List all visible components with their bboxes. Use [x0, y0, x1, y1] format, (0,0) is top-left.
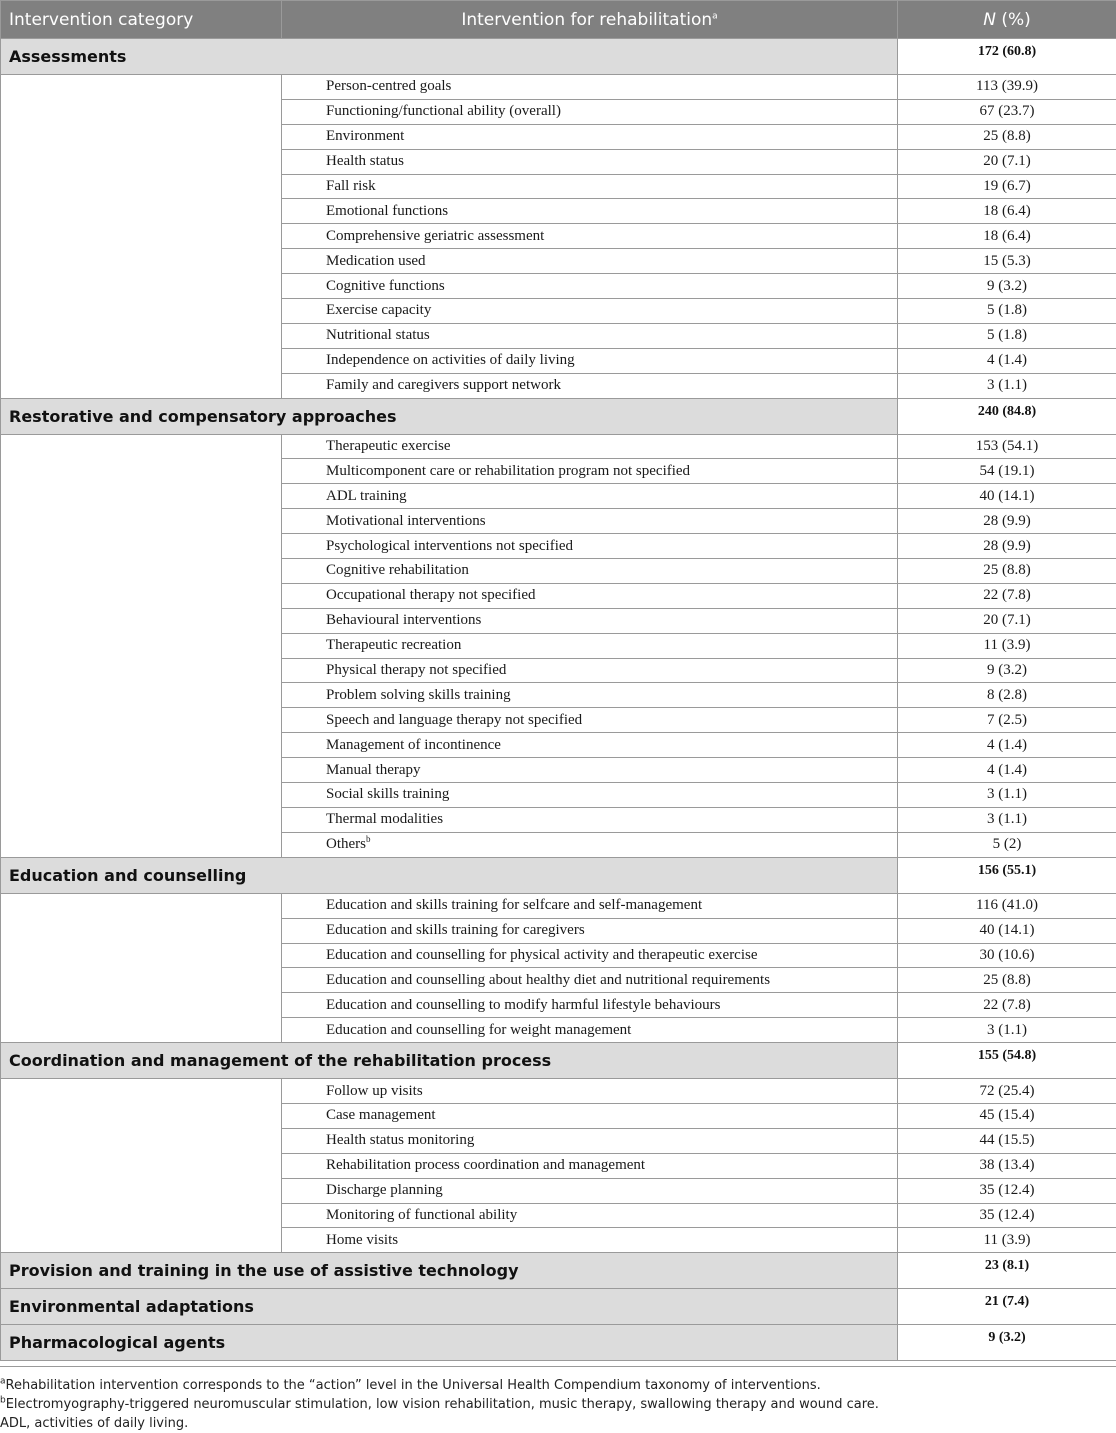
table-row — [1, 75, 1116, 100]
intervention-name — [282, 783, 898, 808]
intervention-label: Therapeutic exercise — [326, 438, 451, 454]
intervention-label: Independence on activities of daily living — [326, 352, 575, 368]
intervention-count: 3 (1.1) — [898, 373, 1116, 398]
category-spacer-cell — [1, 75, 282, 399]
header-n-label: N — [983, 10, 996, 30]
intervention-label: ADL training — [326, 488, 407, 504]
intervention-name — [282, 1153, 898, 1178]
intervention-count: 153 (54.1) — [898, 434, 1116, 459]
intervention-count: 9 (3.2) — [898, 658, 1116, 683]
intervention-label: Thermal modalities — [326, 811, 443, 827]
category-total: 9 (3.2) — [898, 1325, 1116, 1361]
category-name: Coordination and management of the rehabilitation process — [1, 1043, 898, 1079]
category-row — [1, 1253, 1116, 1289]
header-intervention-for-rehabilitation — [282, 1, 898, 39]
intervention-label: Management of incontinence — [326, 737, 501, 753]
intervention-label: Health status monitoring — [326, 1132, 474, 1148]
intervention-label: Education and skills training for selfcare and self-management — [326, 897, 702, 913]
intervention-count: 22 (7.8) — [898, 583, 1116, 608]
intervention-name — [282, 658, 898, 683]
intervention-label: Functioning/functional ability (overall) — [326, 103, 561, 119]
header-col2-text: Intervention for rehabilitation — [461, 10, 712, 30]
intervention-count: 72 (25.4) — [898, 1079, 1116, 1104]
intervention-name — [282, 832, 898, 857]
intervention-name — [282, 149, 898, 174]
footnote — [0, 1414, 1116, 1433]
intervention-name — [282, 708, 898, 733]
header-intervention-category: Intervention category — [1, 1, 282, 39]
footnote-superscript: a — [0, 1377, 6, 1387]
intervention-count: 35 (12.4) — [898, 1178, 1116, 1203]
intervention-count: 11 (3.9) — [898, 633, 1116, 658]
intervention-name — [282, 534, 898, 559]
intervention-name — [282, 633, 898, 658]
intervention-label: Psychological interventions not specified — [326, 538, 573, 554]
footnotes — [0, 1366, 1116, 1433]
category-name: Restorative and compensatory approaches — [1, 398, 898, 434]
intervention-label: Exercise capacity — [326, 302, 431, 318]
intervention-name — [282, 993, 898, 1018]
footnote-text: ADL, activities of daily living. — [0, 1416, 188, 1431]
intervention-count: 40 (14.1) — [898, 484, 1116, 509]
intervention-count: 7 (2.5) — [898, 708, 1116, 733]
intervention-name — [282, 124, 898, 149]
category-spacer-cell — [1, 1079, 282, 1253]
intervention-label: Rehabilitation process coordination and management — [326, 1157, 645, 1173]
category-name: Education and counselling — [1, 857, 898, 893]
table-body — [1, 39, 1116, 1361]
intervention-label: Nutritional status — [326, 327, 430, 343]
footnote-superscript: b — [0, 1396, 6, 1406]
intervention-name — [282, 299, 898, 324]
header-col2-superscript: a — [712, 11, 718, 21]
intervention-count: 18 (6.4) — [898, 224, 1116, 249]
intervention-label: Speech and language therapy not specified — [326, 712, 582, 728]
intervention-count: 3 (1.1) — [898, 1018, 1116, 1043]
intervention-count: 5 (1.8) — [898, 323, 1116, 348]
intervention-name — [282, 274, 898, 299]
intervention-label: Cognitive rehabilitation — [326, 562, 469, 578]
intervention-count: 113 (39.9) — [898, 75, 1116, 100]
category-total: 155 (54.8) — [898, 1043, 1116, 1079]
intervention-count: 5 (1.8) — [898, 299, 1116, 324]
footnote-text: Electromyography-triggered neuromuscular stimulation, low vision rehabilitation, music therapy, swallowing therapy and wound care. — [6, 1397, 879, 1412]
intervention-label: Education and counselling for weight management — [326, 1022, 631, 1038]
intervention-count: 11 (3.9) — [898, 1228, 1116, 1253]
intervention-label: Case management — [326, 1107, 436, 1123]
table-row — [1, 893, 1116, 918]
intervention-label: Education and counselling about healthy diet and nutritional requirements — [326, 972, 770, 988]
intervention-label: Occupational therapy not specified — [326, 587, 536, 603]
category-row — [1, 1325, 1116, 1361]
intervention-count: 19 (6.7) — [898, 174, 1116, 199]
intervention-count: 15 (5.3) — [898, 249, 1116, 274]
footnote — [0, 1395, 1116, 1414]
intervention-count: 9 (3.2) — [898, 274, 1116, 299]
intervention-count: 20 (7.1) — [898, 149, 1116, 174]
intervention-label: Person-centred goals — [326, 78, 451, 94]
intervention-count: 8 (2.8) — [898, 683, 1116, 708]
intervention-name — [282, 1228, 898, 1253]
intervention-name — [282, 249, 898, 274]
intervention-name — [282, 583, 898, 608]
intervention-label: Family and caregivers support network — [326, 377, 561, 393]
intervention-name — [282, 1203, 898, 1228]
intervention-label: Physical therapy not specified — [326, 662, 506, 678]
category-name: Environmental adaptations — [1, 1289, 898, 1325]
intervention-name — [282, 943, 898, 968]
header-percent-label: (%) — [996, 10, 1031, 30]
intervention-count: 25 (8.8) — [898, 124, 1116, 149]
intervention-label: Health status — [326, 153, 404, 169]
intervention-count: 4 (1.4) — [898, 348, 1116, 373]
header-n-percent — [898, 1, 1116, 39]
footnote-text: Rehabilitation intervention corresponds to the “action” level in the Universal Health Compendium taxonomy of interventions. — [6, 1378, 821, 1393]
intervention-count: 67 (23.7) — [898, 99, 1116, 124]
intervention-count: 35 (12.4) — [898, 1203, 1116, 1228]
intervention-label: Behavioural interventions — [326, 612, 481, 628]
footnote — [0, 1376, 1116, 1395]
category-row — [1, 39, 1116, 75]
table-row — [1, 434, 1116, 459]
intervention-label: Multicomponent care or rehabilitation program not specified — [326, 463, 690, 479]
category-row — [1, 857, 1116, 893]
intervention-name — [282, 348, 898, 373]
intervention-count: 3 (1.1) — [898, 783, 1116, 808]
intervention-count: 25 (8.8) — [898, 559, 1116, 584]
intervention-name — [282, 608, 898, 633]
intervention-label: Comprehensive geriatric assessment — [326, 228, 544, 244]
intervention-label: Manual therapy — [326, 762, 421, 778]
intervention-count: 30 (10.6) — [898, 943, 1116, 968]
intervention-label: Education and counselling for physical activity and therapeutic exercise — [326, 947, 758, 963]
intervention-label: Home visits — [326, 1232, 398, 1248]
intervention-label: Problem solving skills training — [326, 687, 511, 703]
intervention-name — [282, 1103, 898, 1128]
intervention-count: 20 (7.1) — [898, 608, 1116, 633]
intervention-label: Others — [326, 836, 366, 852]
footnote-marker: b — [366, 834, 371, 844]
header-row — [1, 1, 1116, 39]
intervention-count: 28 (9.9) — [898, 509, 1116, 534]
intervention-label: Fall risk — [326, 178, 376, 194]
intervention-count: 45 (15.4) — [898, 1103, 1116, 1128]
intervention-name — [282, 1128, 898, 1153]
intervention-count: 4 (1.4) — [898, 733, 1116, 758]
category-total: 172 (60.8) — [898, 39, 1116, 75]
intervention-label: Therapeutic recreation — [326, 637, 461, 653]
intervention-name — [282, 1018, 898, 1043]
intervention-name — [282, 99, 898, 124]
intervention-count: 25 (8.8) — [898, 968, 1116, 993]
intervention-label: Motivational interventions — [326, 513, 486, 529]
intervention-name — [282, 1079, 898, 1104]
intervention-label: Education and skills training for caregivers — [326, 922, 585, 938]
intervention-name — [282, 683, 898, 708]
category-name: Pharmacological agents — [1, 1325, 898, 1361]
category-spacer-cell — [1, 434, 282, 857]
intervention-name — [282, 918, 898, 943]
intervention-name — [282, 509, 898, 534]
intervention-name — [282, 484, 898, 509]
table-row — [1, 1079, 1116, 1104]
category-spacer-cell — [1, 893, 282, 1042]
intervention-name — [282, 75, 898, 100]
intervention-name — [282, 224, 898, 249]
intervention-label: Social skills training — [326, 786, 449, 802]
intervention-count: 3 (1.1) — [898, 807, 1116, 832]
intervention-name — [282, 559, 898, 584]
intervention-label: Medication used — [326, 253, 426, 269]
category-row — [1, 1043, 1116, 1079]
intervention-name — [282, 1178, 898, 1203]
intervention-name — [282, 323, 898, 348]
intervention-name — [282, 968, 898, 993]
intervention-count: 5 (2) — [898, 832, 1116, 857]
intervention-count: 54 (19.1) — [898, 459, 1116, 484]
intervention-name — [282, 174, 898, 199]
category-name: Assessments — [1, 39, 898, 75]
category-total: 156 (55.1) — [898, 857, 1116, 893]
intervention-count: 116 (41.0) — [898, 893, 1116, 918]
intervention-count: 22 (7.8) — [898, 993, 1116, 1018]
intervention-label: Emotional functions — [326, 203, 448, 219]
intervention-count: 44 (15.5) — [898, 1128, 1116, 1153]
intervention-count: 18 (6.4) — [898, 199, 1116, 224]
intervention-label: Discharge planning — [326, 1182, 443, 1198]
intervention-name — [282, 893, 898, 918]
intervention-label: Follow up visits — [326, 1083, 423, 1099]
intervention-count: 38 (13.4) — [898, 1153, 1116, 1178]
category-total: 21 (7.4) — [898, 1289, 1116, 1325]
intervention-name — [282, 434, 898, 459]
intervention-label: Environment — [326, 128, 404, 144]
category-row — [1, 398, 1116, 434]
category-total: 240 (84.8) — [898, 398, 1116, 434]
intervention-name — [282, 373, 898, 398]
intervention-name — [282, 733, 898, 758]
category-row — [1, 1289, 1116, 1325]
intervention-name — [282, 459, 898, 484]
category-total: 23 (8.1) — [898, 1253, 1116, 1289]
intervention-count: 40 (14.1) — [898, 918, 1116, 943]
intervention-label: Education and counselling to modify harmful lifestyle behaviours — [326, 997, 721, 1013]
intervention-count: 28 (9.9) — [898, 534, 1116, 559]
intervention-label: Cognitive functions — [326, 278, 445, 294]
category-name: Provision and training in the use of assistive technology — [1, 1253, 898, 1289]
intervention-name — [282, 758, 898, 783]
intervention-count: 4 (1.4) — [898, 758, 1116, 783]
intervention-name — [282, 807, 898, 832]
intervention-name — [282, 199, 898, 224]
intervention-label: Monitoring of functional ability — [326, 1207, 517, 1223]
